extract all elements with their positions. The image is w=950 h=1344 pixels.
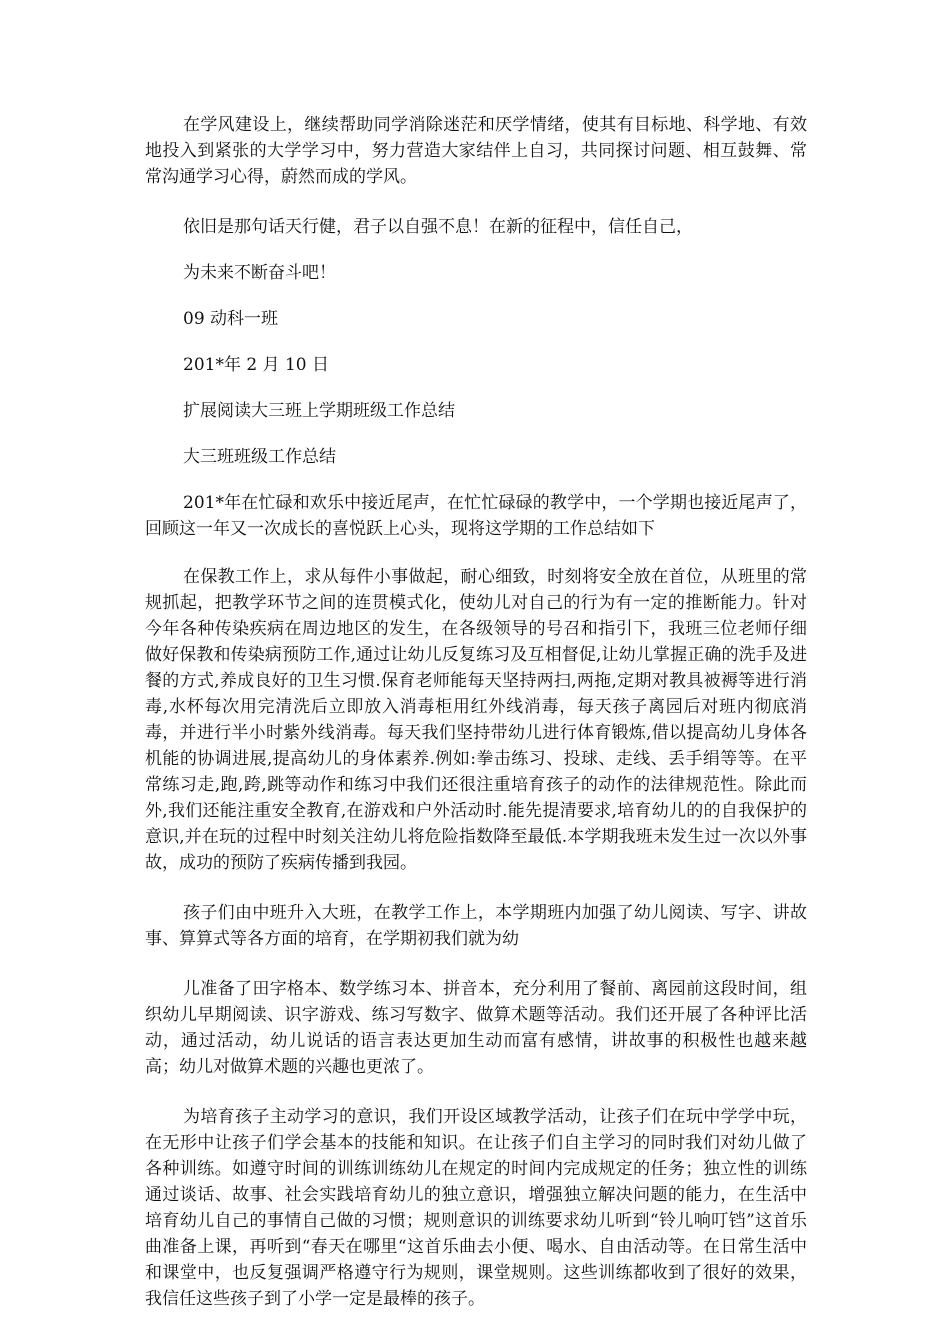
paragraph-active-learning: 为培育孩子主动学习的意识，我们开设区域教学活动，让孩子们在玩中学学中玩，在无形中让孩子们学会基本的技能和知识。在让孩子们自主学习的同时我们对幼儿做了各种训练。如遵守时间的训练训练幼儿在规定的时间内完成规定的任务；独立性的训练通过谈话、故事、社会实践培育幼儿的独立意识，增强独立解决问题的能力，在生活中培育幼儿自己的事情自己做的习惯；规则意识的训练要求幼儿听到“铃儿响叮铛”这首乐曲准备上课，再听到“春天在哪里“这首乐曲去小便、喝水、自由活动等。在日常生活中和课堂中，也反复强调严格遵守行为规则，课堂规则。这些训练都收到了很好的效果，我信任这些孩子到了小学一定是最棒的孩子。 [145,1107,807,1309]
paragraph-intro: 201*年在忙碌和欢乐中接近尾声，在忙忙碌碌的教学中，一个学期也接近尾声了，回顾这一年又一次成长的喜悦跃上心头，现将这学期的工作总结如下 [145,493,807,539]
section-title: 大三班班级工作总结 [183,447,336,467]
paragraph-teaching-work: 孩子们由中班升入大班，在教学工作上，本学期班内加强了幼儿阅读、写字、讲故事、算算式等各方面的培育，在学期初我们就为幼 [145,903,807,949]
document-body [145,112,807,1312]
paragraph-motto: 依旧是那句话天行健，君子以自强不息！在新的征程中，信任自己， [183,217,693,237]
paragraph-activities: 儿准备了田字格本、数学练习本、拼音本，充分利用了餐前、离园前这段时间，组织幼儿早期阅读、识字游戏、练习写数字、做算术题等活动。我们还开展了各种评比活动，通过活动，幼儿说话的语言表达更加生动而富有感情，讲故事的积极性也越来越高；幼儿对做算术题的兴趣也更浓了。 [145,979,807,1077]
paragraph-study-style: 在学风建设上，继续帮助同学消除迷茫和厌学情绪，使其有目标地、科学地、有效地投入到紧张的大学学习中，努力营造大家结伴上自习，共同探讨问题、相互鼓舞、常常沟通学习心得，蔚然而成的学风。 [145,115,807,187]
paragraph-closing-line: 为未来不断奋斗吧！ [183,263,336,283]
class-signature: 09 动科一班 [183,309,279,329]
document-date: 201*年 2 月 10 日 [183,355,330,375]
paragraph-care-education: 在保教工作上，求从每件小事做起，耐心细致，时刻将安全放在首位，从班里的常规抓起，把教学环节之间的连贯模式化，使幼儿对自己的行为有一定的推断能力。针对今年各种传染疾病在周边地区的发生，在各级领导的号召和指引下，我班三位老师仔细做好保教和传染病预防工作,通过让幼儿反复练习及互相督促,让幼儿掌握正确的洗手及进餐的方式,养成良好的卫生习惯.保育老师能每天坚持两扫,两拖,定期对教具被褥等进行消毒,水杯每次用完清洗后立即放入消毒柜用红外线消毒，每天孩子离园后对班内彻底消毒，并进行半小时紫外线消毒。每天我们坚持带幼儿进行体育锻炼,借以提高幼儿身体各机能的协调进展,提高幼儿的身体素养.例如:拳击练习、投球、走线、丢手绢等等。在平常练习走,跑,跨,跳等动作和练习中我们还很注重培育孩子的动作的法律规范性。除此而外,我们还能注重安全教育,在游戏和户外活动时.能先提清要求,培育幼儿的的自我保护的意识,并在玩的过程中时刻关注幼儿将危险指数降至最低.本学期我班未发生过一次以外事故，成功的预防了疾病传播到我园。 [145,567,807,873]
extended-reading-title: 扩展阅读大三班上学期班级工作总结 [183,401,455,421]
